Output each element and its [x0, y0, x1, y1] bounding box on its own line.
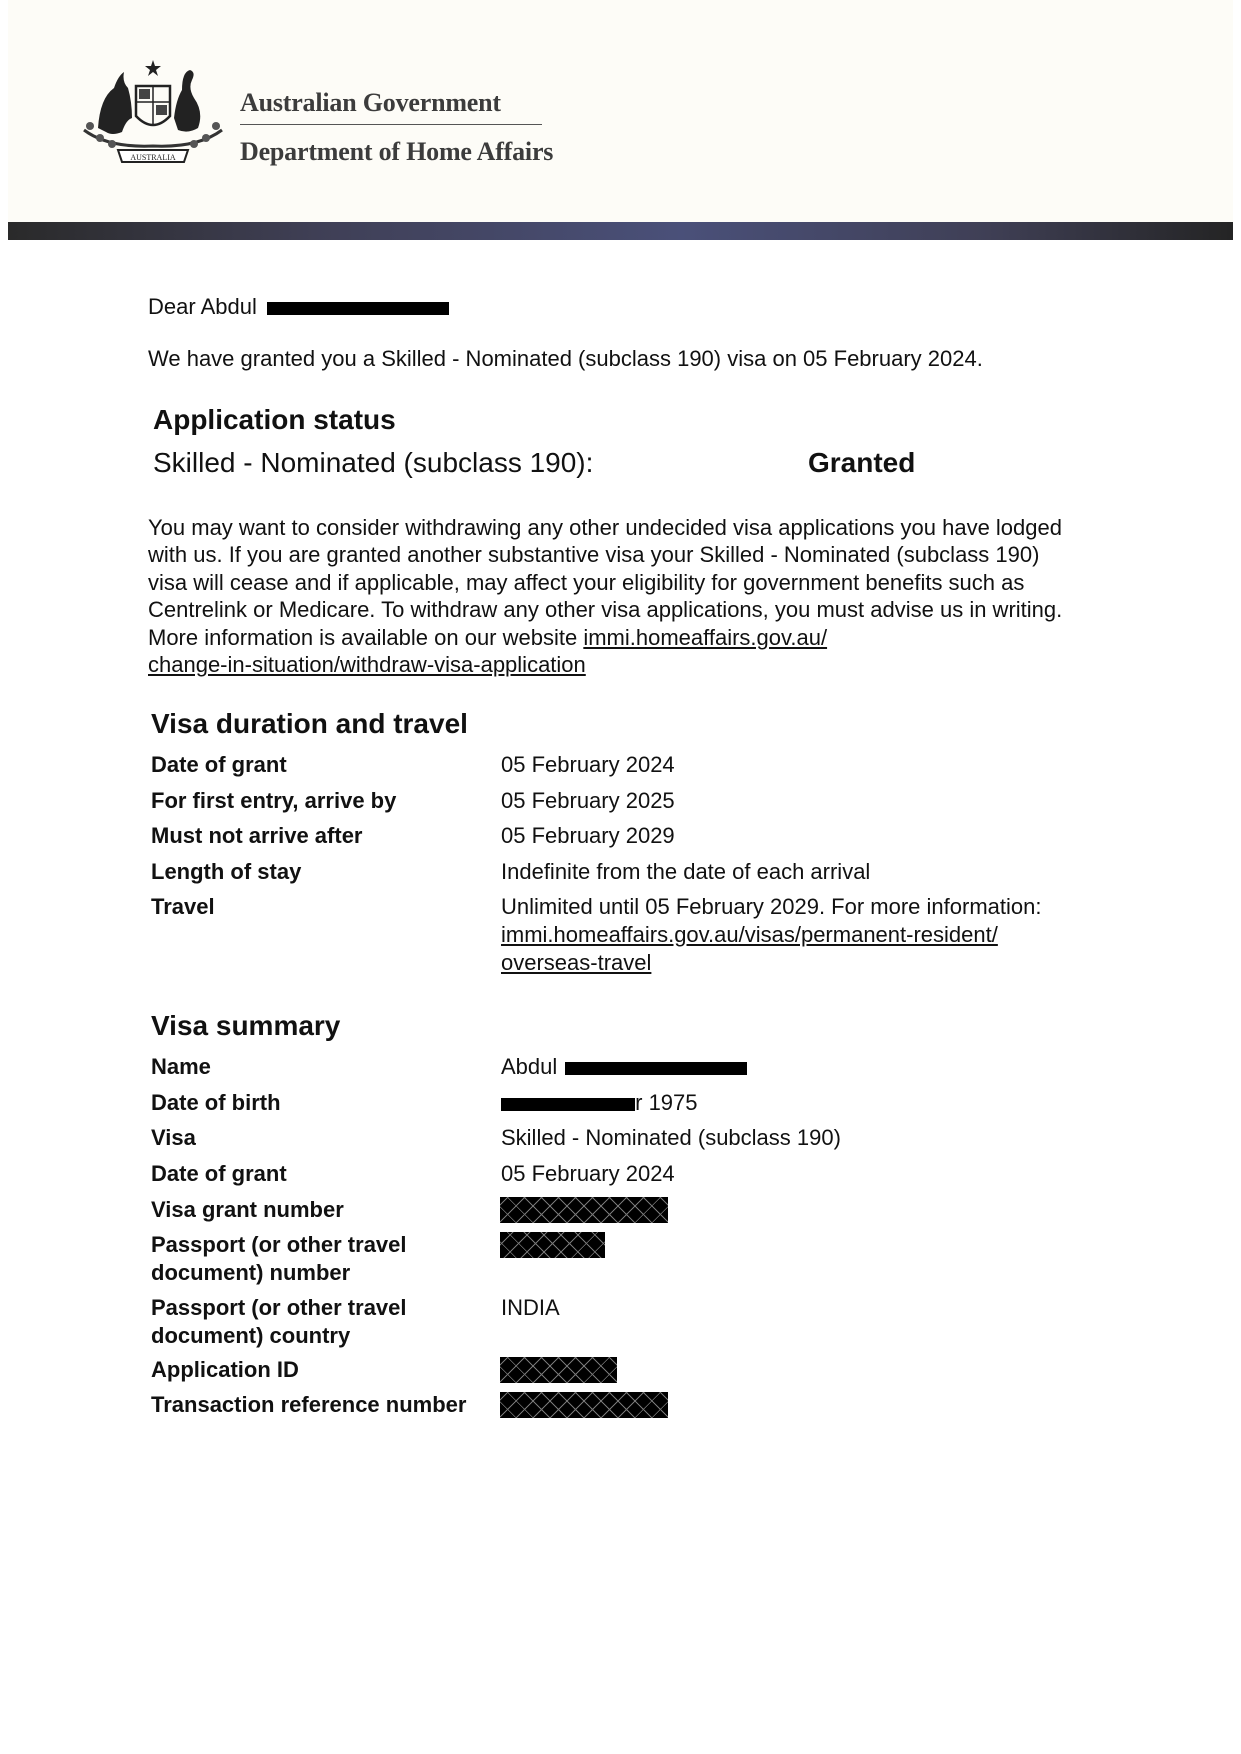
dob-value [501, 1089, 698, 1117]
row-label: Date of grant [151, 752, 287, 777]
row-label-multiline: Passport (or other travel document) country [151, 1295, 407, 1348]
redacted-box [500, 1392, 668, 1418]
header-band [8, 222, 1233, 240]
status-badge: Granted [808, 447, 916, 478]
summary-heading: Visa summary [151, 1010, 341, 1041]
row-value: 05 February 2029 [501, 823, 675, 848]
row-value: 05 February 2025 [501, 788, 675, 813]
redaction-bar [565, 1062, 747, 1075]
greeting-text: Dear Abdul [148, 294, 257, 319]
coat-of-arms-icon [78, 58, 228, 168]
row-label: For first entry, arrive by [151, 788, 397, 813]
row-value: INDIA [501, 1295, 560, 1320]
letterhead [8, 0, 1233, 222]
redacted-box [500, 1232, 605, 1258]
overseas-travel-link[interactable]: immi.homeaffairs.gov.au/visas/permanent-resident/ overseas-travel [501, 922, 998, 975]
greeting [148, 293, 449, 320]
row-value: 05 February 2024 [501, 752, 675, 777]
row-label: Application ID [151, 1357, 299, 1382]
row-label: Date of birth [151, 1090, 281, 1115]
row-value: Indefinite from the date of each arrival [501, 859, 871, 884]
redaction-bar [501, 1098, 635, 1111]
redaction-bar [267, 302, 449, 315]
row-label-multiline: Passport (or other travel document) number [151, 1232, 407, 1285]
row-label: Must not arrive after [151, 823, 363, 848]
row-label: Name [151, 1054, 211, 1079]
row-label: Date of grant [151, 1161, 287, 1186]
travel-value [501, 893, 1081, 977]
travel-text: Unlimited until 05 February 2029. For more information: [501, 894, 1042, 919]
government-name: Australian Government [240, 88, 501, 117]
name-value [501, 1053, 747, 1081]
withdraw-link[interactable]: immi.homeaffairs.gov.au/ change-in-situation/withdraw-visa-application [148, 624, 828, 678]
notice-text: You may want to consider withdrawing any other undecided visa applications you have lodged with us. If you are granted another substantive visa your Skilled - Nominated (subclass 190) visa will cease and if applicable, may affect your eligibility for government benefits such as Centrelink or Medicare. To withdraw any other visa applications, you must advise us in writing. More information is available on our website [148, 515, 1063, 650]
row-value: 05 February 2024 [501, 1161, 675, 1186]
redacted-box [500, 1357, 617, 1383]
status-visa-label: Skilled - Nominated (subclass 190): [153, 447, 594, 478]
dob-text: r 1975 [635, 1090, 698, 1115]
intro-text: We have granted you a Skilled - Nominated (subclass 190) visa on 05 February 2024. [148, 346, 983, 371]
row-label: Length of stay [151, 859, 302, 884]
name-text: Abdul [501, 1054, 558, 1079]
row-value: Skilled - Nominated (subclass 190) [501, 1125, 841, 1150]
withdraw-notice [148, 514, 1078, 678]
header-divider [240, 124, 542, 125]
department-name: Department of Home Affairs [240, 137, 554, 166]
duration-heading: Visa duration and travel [151, 708, 468, 739]
redacted-box [500, 1197, 668, 1223]
row-label: Visa [151, 1125, 196, 1150]
row-label: Visa grant number [151, 1197, 344, 1222]
row-label: Transaction reference number [151, 1392, 467, 1417]
application-status-heading: Application status [153, 404, 396, 435]
scroll-text: AUSTRALIA [130, 153, 176, 162]
row-label: Travel [151, 894, 215, 919]
